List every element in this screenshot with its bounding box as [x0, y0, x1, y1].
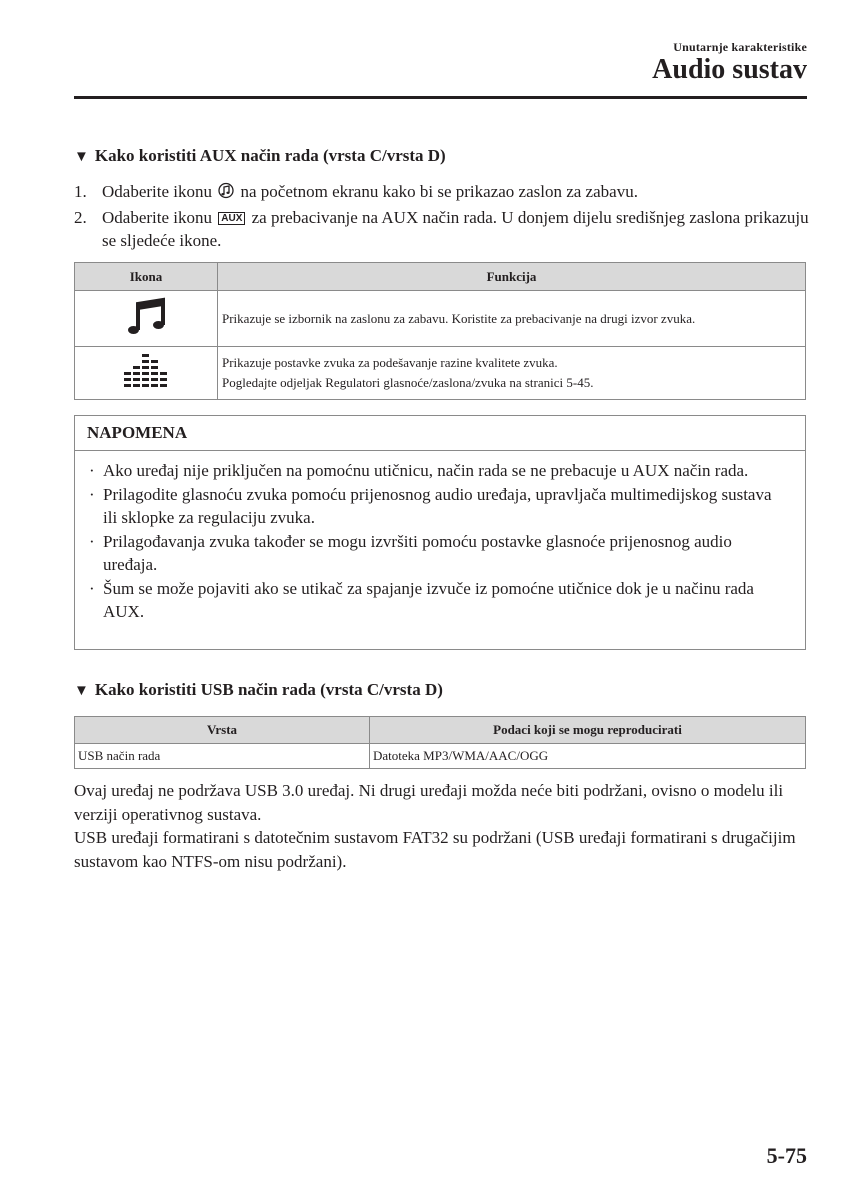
- column-header: Podaci koji se mogu reproducirati: [370, 717, 806, 744]
- function-line: Prikazuje postavke zvuka za podešavanje razine kvalitete zvuka.: [222, 355, 558, 370]
- note-item: · Prilagodite glasnoću zvuka pomoću prijenosnog audio uređaja, upravljača multimedijskog sustava ili sklopke za regulaciju zvuka.: [89, 484, 772, 527]
- triangle-icon: ▼: [74, 149, 89, 165]
- column-header: Vrsta: [75, 717, 370, 744]
- usb-heading: ▼ Kako koristiti USB način rada (vrsta C/vrsta D): [74, 680, 443, 699]
- page-number: 5-75: [766, 1143, 807, 1168]
- section-label: Unutarnje karakteristike: [673, 40, 807, 54]
- equalizer-icon: [122, 377, 170, 394]
- note-title: NAPOMENA: [75, 416, 805, 451]
- aux-icon: AUX: [218, 212, 245, 225]
- music-notes-icon: [125, 324, 167, 341]
- aux-heading: ▼ Kako koristiti AUX način rada (vrsta C/vrsta D): [74, 146, 446, 165]
- note-item: · Šum se može pojaviti ako se utikač za spajanje izvuče iz pomoćne utičnice dok je u načinu rada AUX.: [89, 578, 754, 621]
- triangle-icon: ▼: [74, 683, 89, 699]
- function-line: Pogledajte odjeljak Regulatori glasnoće/zaslona/zvuka na stranici 5-45.: [222, 375, 594, 390]
- note-item: · Ako uređaj nije priključen na pomoćnu utičnicu, način rada se ne prebacuje u AUX način rada.: [89, 461, 749, 480]
- usb-table: [74, 716, 806, 769]
- step-2: 2. Odaberite ikonu AUX za prebacivanje na AUX način rada. U donjem dijelu središnjeg zaslona prikazuju se sljedeće ikone.: [74, 207, 809, 250]
- table-row: [75, 347, 806, 400]
- music-note-icon: [218, 182, 234, 206]
- table-row: USB način rada Datoteka MP3/WMA/AAC/OGG: [75, 744, 806, 769]
- note-item: · Prilagođavanja zvuka također se mogu izvršiti pomoću postavke glasnoće prijenosnog audio uređaja.: [89, 531, 732, 574]
- header-rule: [74, 96, 807, 99]
- paragraph: USB uređaji formatirani s datotečnim sustavom FAT32 su podržani (USB uređaji formatirani s drugačijim sustavom kao NTFS-om nisu podržani).: [74, 828, 796, 871]
- note-box: [74, 415, 806, 650]
- column-header: Ikona: [75, 263, 218, 291]
- step-1: 1. Odaberite ikonu na početnom ekranu kako bi se prikazao zaslon za zabavu.: [74, 180, 814, 206]
- column-header: Funkcija: [218, 263, 806, 291]
- table-row: Prikazuje se izbornik na zaslonu za zabavu. Koristite za prebacivanje na drugi izvor zvuka.: [75, 291, 806, 347]
- paragraph: Ovaj uređaj ne podržava USB 3.0 uređaj. Ni drugi uređaji možda neće biti podržani, ovisno o modelu ili verziji operativnog sustava.: [74, 781, 784, 824]
- aux-steps: [74, 180, 814, 253]
- page-title: Audio sustav: [652, 54, 807, 85]
- icon-function-table: [74, 262, 806, 400]
